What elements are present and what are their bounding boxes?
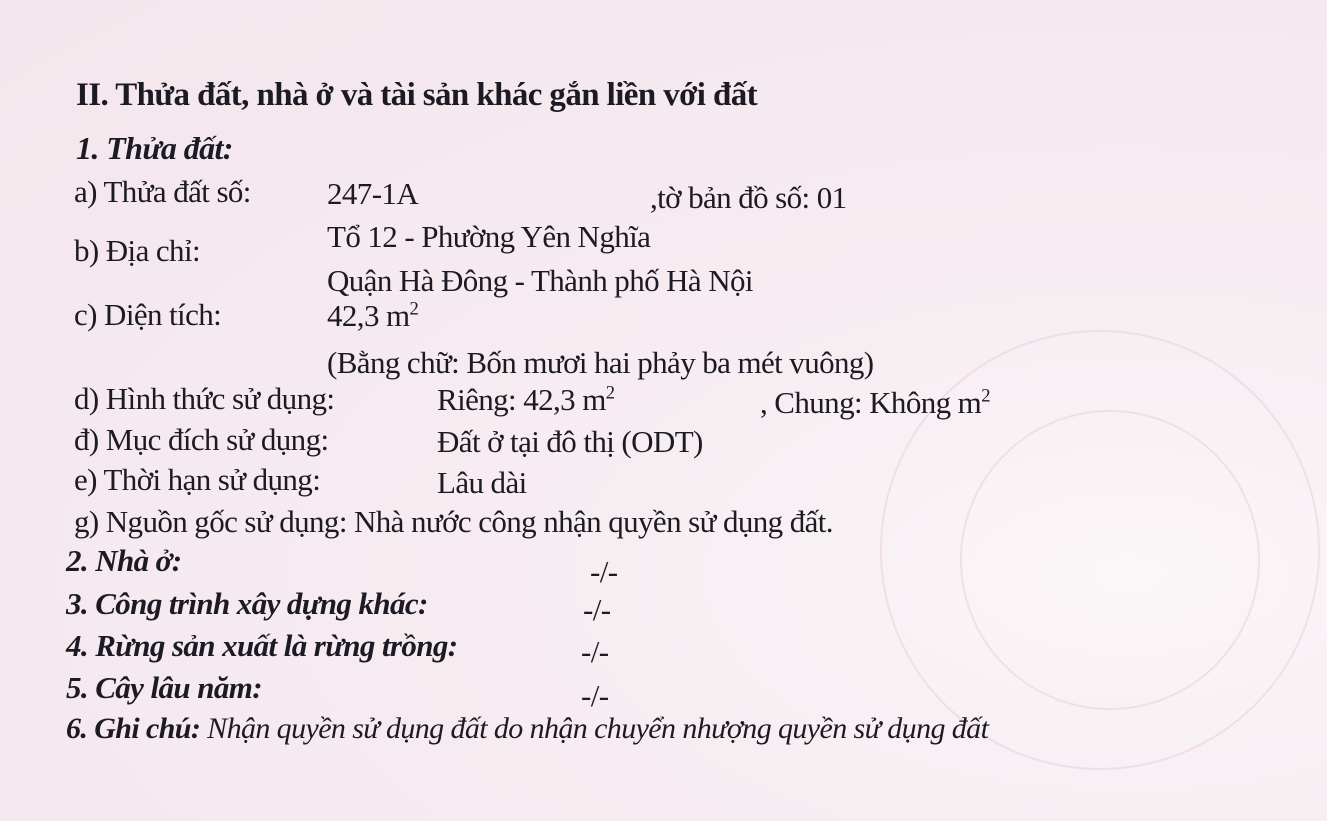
area-words: (Bằng chữ: Bốn mươi hai phảy ba mét vuông): [327, 345, 874, 380]
parcel-label: a) Thửa đất số:: [74, 174, 251, 209]
usage-private-text: Riêng: 42,3 m: [437, 382, 606, 417]
watermark-ring: [960, 410, 1260, 710]
address-label: b) Địa chỉ:: [74, 233, 200, 268]
map-sheet: ,tờ bản đồ số: 01: [650, 180, 847, 215]
address-line1: Tổ 12 - Phường Yên Nghĩa: [327, 219, 651, 254]
usage-private-sup: 2: [605, 382, 615, 404]
usage-shared-sup: 2: [981, 385, 990, 407]
note-label: 6. Ghi chú:: [66, 712, 201, 745]
item-label: 3. Công trình xây dựng khác:: [66, 586, 428, 621]
address-line2: Quận Hà Đông - Thành phố Hà Nội: [327, 263, 753, 298]
parcel-value: 247-1A: [327, 176, 419, 211]
area-number: 42,3 m: [327, 298, 410, 333]
area-label: c) Diện tích:: [74, 297, 222, 332]
usage-private: [437, 382, 614, 418]
item-value: -/-: [583, 592, 611, 627]
item-label: 2. Nhà ở:: [66, 543, 182, 578]
item-value: -/-: [581, 678, 609, 713]
usage-form-label: d) Hình thức sử dụng:: [74, 381, 335, 416]
term-label: e) Thời hạn sử dụng:: [74, 462, 321, 497]
note-text: Nhận quyền sử dụng đất do nhận chuyển nhượng quyền sử dụng đất: [200, 712, 989, 745]
usage-shared-text: , Chung: Không m: [760, 385, 982, 420]
purpose-label: đ) Mục đích sử dụng:: [74, 422, 329, 457]
area-sup: 2: [409, 298, 419, 320]
purpose-value: Đất ở tại đô thị (ODT): [437, 424, 703, 459]
term-value: Lâu dài: [437, 465, 527, 500]
area-value: [327, 298, 418, 334]
land-heading: 1. Thửa đất:: [76, 130, 233, 166]
item-label: 5. Cây lâu năm:: [66, 670, 262, 705]
item-label: 4. Rừng sản xuất là rừng trồng:: [66, 628, 458, 663]
item-value: -/-: [590, 554, 618, 589]
origin: g) Nguồn gốc sử dụng: Nhà nước công nhận quyền sử dụng đất.: [74, 504, 833, 539]
usage-shared: [760, 385, 990, 421]
note: [66, 712, 988, 746]
item-value: -/-: [581, 634, 609, 669]
section-title: II. Thửa đất, nhà ở và tài sản khác gắn liền với đất: [76, 77, 758, 113]
